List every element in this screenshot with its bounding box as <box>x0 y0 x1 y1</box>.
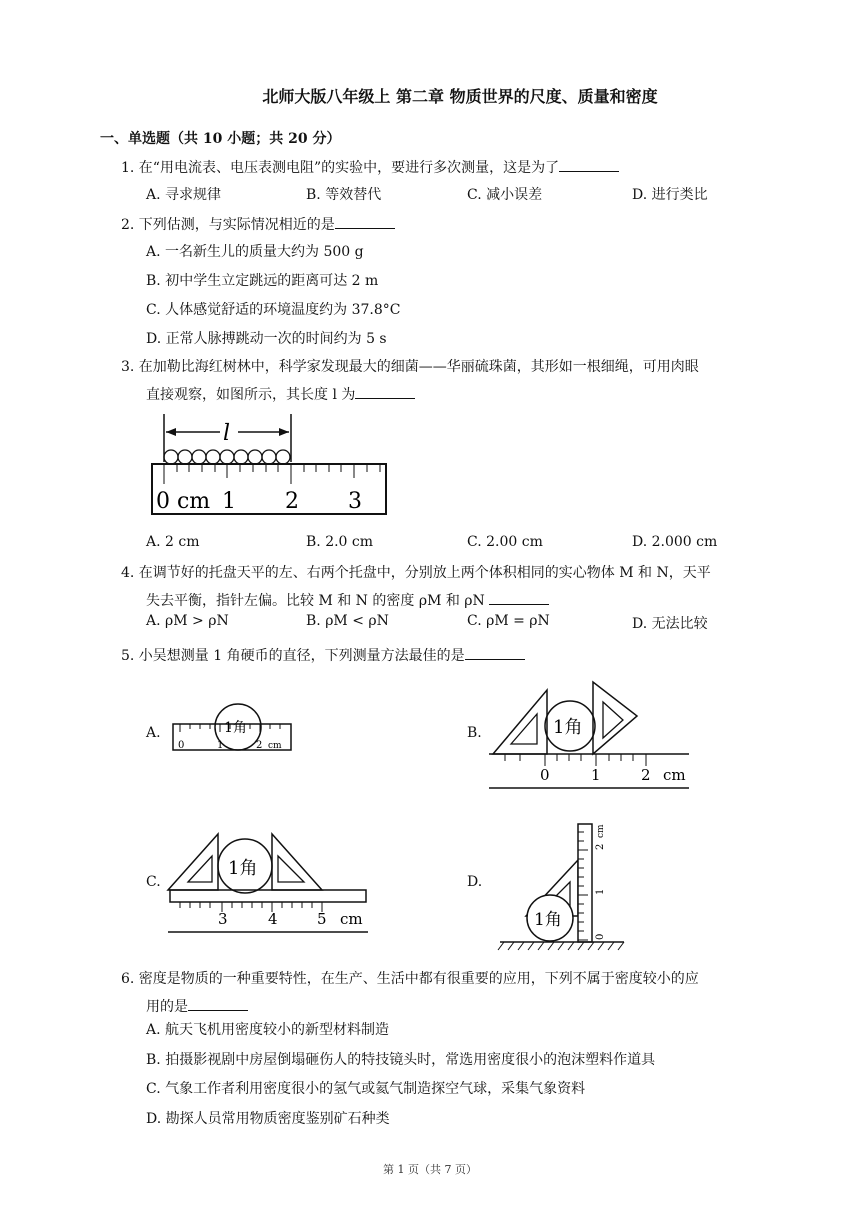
ruler-label-3: 3 <box>348 489 362 514</box>
coin-label: 1角 <box>553 717 583 738</box>
ruler-label: cm <box>268 741 282 751</box>
q4-option-d: D. 无法比较 <box>632 616 708 632</box>
question-4-stem-line1: 4. 在调节好的托盘天平的左、右两个托盘中，分别放上两个体积相同的实心物体 M 和 N，天平 <box>121 565 711 581</box>
ruler-label-0cm: 0 cm <box>156 489 211 514</box>
answer-blank <box>489 590 549 605</box>
q1-option-d: D. 进行类比 <box>632 187 708 203</box>
question-5-stem: 5. 小吴想测量 1 角硬币的直径，下列测量方法最佳的是 <box>121 645 525 666</box>
ruler-label-2: 2 <box>285 489 299 514</box>
q5-option-a-label: A. <box>146 725 161 741</box>
question-3-stem-line2: 直接观察，如图所示，其长度 l 为 <box>146 384 415 405</box>
ruler-label-1: 1 <box>222 489 236 514</box>
q5-option-c-label: C. <box>146 874 161 890</box>
q5-figure-b <box>485 676 695 794</box>
ruler-label: cm <box>340 910 363 928</box>
ruler-label: 5 <box>317 910 327 928</box>
question-6-stem-line1: 6. 密度是物质的一种重要特性，在生产、生活中都有很重要的应用，下列不属于密度较小的应 <box>121 971 699 987</box>
q3-option-a: A. 2 cm <box>146 534 200 550</box>
answer-blank <box>465 645 525 660</box>
q6-option-c: C. 气象工作者利用密度很小的氢气或氦气制造探空气球，采集气象资料 <box>146 1081 586 1097</box>
q3-option-b: B. 2.0 cm <box>306 534 374 550</box>
ruler-label: 2 <box>641 766 651 784</box>
answer-blank <box>335 214 395 229</box>
ruler-label: 0 <box>540 766 550 784</box>
q2-option-d: D. 正常人脉搏跳动一次的时间约为 5 s <box>146 331 387 347</box>
length-label: l <box>223 421 231 446</box>
question-1-stem: 1. 在“用电流表、电压表测电阻”的实验中，要进行多次测量，这是为了 <box>121 157 619 178</box>
answer-blank <box>188 996 248 1011</box>
q2-option-a: A. 一名新生儿的质量大约为 500 g <box>146 244 364 260</box>
coin-label: 1角 <box>224 720 247 736</box>
ruler-label: 0 <box>595 933 606 940</box>
q1-option-c: C. 减小误差 <box>467 187 543 203</box>
question-4-stem-line2: 失去平衡，指针左偏。比较 M 和 N 的密度 ρM 和 ρN <box>146 590 549 611</box>
ruler-label: 1 <box>591 766 601 784</box>
q4-option-a: A. ρM > ρN <box>146 613 229 629</box>
q6-option-b: B. 拍摄影视剧中房屋倒塌砸伤人的特技镜头时，常选用密度很小的泡沫塑料作道具 <box>146 1052 656 1068</box>
q2-option-b: B. 初中学生立定跳远的距离可达 2 m <box>146 273 379 289</box>
ruler-label: 2 <box>595 843 606 850</box>
q6-option-d: D. 勘探人员常用物质密度鉴别矿石种类 <box>146 1111 390 1127</box>
ruler-label: 2 <box>256 740 263 751</box>
q4-option-c: C. ρM = ρN <box>467 613 550 629</box>
q5-figure-d <box>496 820 628 952</box>
ruler-label: 0 <box>178 740 185 751</box>
ruler-label: 1 <box>217 740 224 751</box>
ruler-label: cm <box>663 766 686 784</box>
coin-label: 1角 <box>228 858 258 879</box>
ruler-label: 3 <box>218 910 228 928</box>
coin-label: 1角 <box>534 910 562 930</box>
page-footer: 第 1 页（共 7 页） <box>383 1163 477 1176</box>
q2-option-c: C. 人体感觉舒适的环境温度约为 37.8°C <box>146 302 401 318</box>
ruler-label: 1 <box>595 888 606 895</box>
page-title: 北师大版八年级上 第二章 物质世界的尺度、质量和密度 <box>262 87 658 106</box>
q1-option-b: B. 等效替代 <box>306 187 382 203</box>
ruler-label: 4 <box>268 910 278 928</box>
answer-blank <box>355 384 415 399</box>
q5-option-d-label: D. <box>467 874 483 890</box>
bacteria-ruler-figure <box>150 412 390 520</box>
q4-option-b: B. ρM < ρN <box>306 613 389 629</box>
answer-blank <box>559 157 619 172</box>
q3-option-c: C. 2.00 cm <box>467 534 543 550</box>
question-2-stem: 2. 下列估测，与实际情况相近的是 <box>121 214 395 235</box>
section-heading: 一、单选题（共 10 小题；共 20 分） <box>100 131 341 147</box>
q1-option-a: A. 寻求规律 <box>146 187 222 203</box>
q5-figure-c <box>164 828 372 936</box>
question-3-stem-line1: 3. 在加勒比海红树林中，科学家发现最大的细菌——华丽硫珠菌，其形如一根细绳，可用肉眼 <box>121 359 699 375</box>
q6-option-a: A. 航天飞机用密度较小的新型材料制造 <box>146 1022 390 1038</box>
ruler-label: cm <box>596 824 606 838</box>
q3-option-d: D. 2.000 cm <box>632 534 718 550</box>
q5-option-b-label: B. <box>467 725 482 741</box>
question-6-stem-line2: 用的是 <box>146 996 248 1017</box>
q5-figure-a <box>170 696 296 758</box>
